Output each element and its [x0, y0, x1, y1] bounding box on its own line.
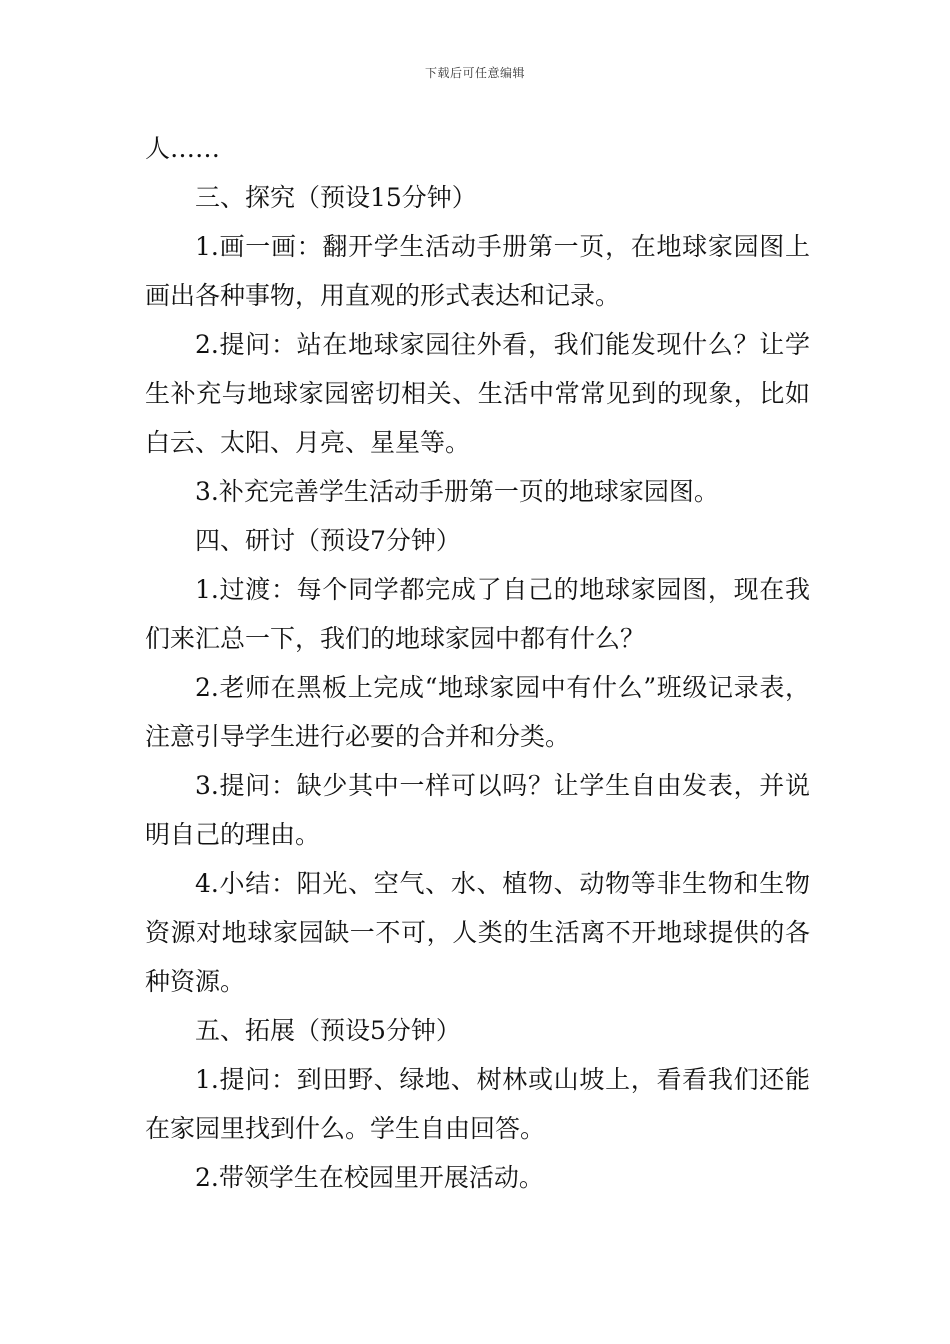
section-heading-explore: 三、探究（预设15分钟）: [195, 183, 477, 212]
paragraph-extend-2: 2.带领学生在校园里开展活动。: [195, 1163, 544, 1192]
section-heading-extend: 五、拓展（预设5分钟）: [195, 1016, 461, 1045]
paragraph-continuation: 人……: [145, 134, 221, 163]
paragraph-explore-1: 1.画一画：翻开学生活动手册第一页，在地球家园图上画出各种事物，用直观的形式表达和记录。: [145, 232, 810, 310]
page-header: 下载后可任意编辑: [424, 66, 525, 80]
paragraph-extend-1: 1.提问：到田野、绿地、树林或山坡上，看看我们还能在家园里找到什么。学生自由回答。: [145, 1065, 810, 1143]
section-heading-discuss: 四、研讨（预设7分钟）: [195, 526, 461, 555]
paragraph-discuss-1: 1.过渡：每个同学都完成了自己的地球家园图，现在我们来汇总一下，我们的地球家园中都有什么？: [145, 575, 810, 653]
document-body: [145, 124, 810, 1202]
paragraph-discuss-3: 3.提问：缺少其中一样可以吗？让学生自由发表，并说明自己的理由。: [145, 771, 810, 849]
paragraph-discuss-4: 4.小结：阳光、空气、水、植物、动物等非生物和生物资源对地球家园缺一不可，人类的生活离不开地球提供的各种资源。: [145, 869, 810, 996]
paragraph-discuss-2: 2.老师在黑板上完成“地球家园中有什么”班级记录表，注意引导学生进行必要的合并和分类。: [145, 673, 810, 751]
paragraph-explore-3: 3.补充完善学生活动手册第一页的地球家园图。: [195, 477, 719, 506]
paragraph-explore-2: 2.提问：站在地球家园往外看，我们能发现什么？让学生补充与地球家园密切相关、生活中常常见到的现象，比如白云、太阳、月亮、星星等。: [145, 330, 810, 457]
